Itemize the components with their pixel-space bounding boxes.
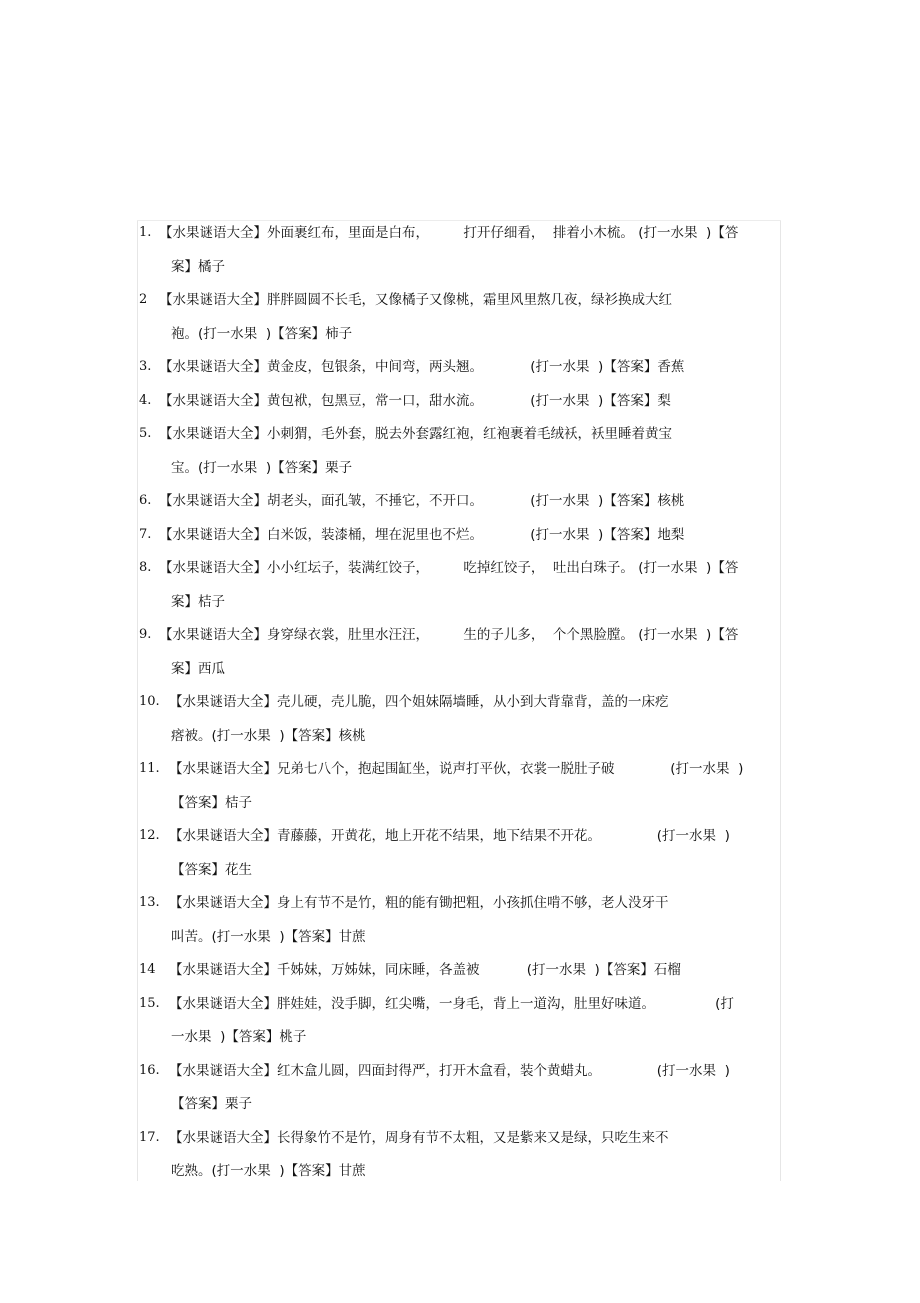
item-number: 14 — [139, 962, 156, 977]
riddle-text-line: 叫苦。(打一水果 )【答案】甘蔗 — [171, 928, 366, 945]
riddle-text-line: 【答案】桔子 — [171, 794, 252, 811]
riddle-text-line: 【水果谜语大全】长得象竹不是竹，周身有节不太粗，又是紫来又是绿，只吃生来不 — [169, 1129, 669, 1146]
riddle-text-line: 袍。(打一水果 )【答案】柿子 — [171, 325, 353, 342]
riddle-item-9 — [139, 621, 749, 688]
riddle-item-16 — [139, 1057, 749, 1124]
riddle-item-4 — [139, 387, 749, 421]
page-frame-left-border — [137, 221, 138, 1181]
riddle-list — [139, 219, 749, 1191]
riddle-text-line: 【水果谜语大全】小刺猬，毛外套，脱去外套露红袍，红袍裹着毛绒袄，袄里睡着黄宝 — [159, 426, 672, 442]
item-number: 2 — [139, 292, 148, 307]
item-number: 5. — [139, 426, 152, 441]
riddle-text-line: 【水果谜语大全】黄包袱，包黑豆，常一口，甜水流。 (打一水果 )【答案】梨 — [159, 392, 671, 409]
item-number: 6. — [139, 493, 152, 508]
riddle-text-line: 【水果谜语大全】黄金皮，包银条，中间弯，两头翘。 (打一水果 )【答案】香蕉 — [159, 359, 685, 375]
riddle-text-line: 宝。(打一水果 )【答案】栗子 — [171, 459, 353, 476]
item-number: 16. — [139, 1062, 160, 1078]
item-number: 15. — [139, 995, 160, 1011]
riddle-item-2 — [139, 286, 749, 353]
riddle-item-1 — [139, 219, 749, 286]
riddle-text-line: 【水果谜语大全】壳儿硬，壳儿脆，四个姐妹隔墙睡，从小到大背靠背，盖的一床疙 — [169, 694, 669, 710]
item-number: 1. — [139, 225, 152, 240]
riddle-text-line: 瘩被。(打一水果 )【答案】核桃 — [171, 727, 366, 744]
riddle-item-11 — [139, 755, 749, 822]
riddle-text-line: 【水果谜语大全】兄弟七八个，抱起围缸坐，说声打平伙，衣裳一脱肚子破 (打一水果 ) — [169, 761, 744, 777]
riddle-item-13 — [139, 889, 749, 956]
riddle-text-line: 【水果谜语大全】白米饭，装漆桶，埋在泥里也不烂。 (打一水果 )【答案】地梨 — [159, 526, 685, 543]
riddle-text-line: 【水果谜语大全】胡老头，面孔皱，不捶它，不开口。 (打一水果 )【答案】核桃 — [159, 493, 685, 509]
riddle-item-15 — [139, 990, 749, 1057]
item-number: 8. — [139, 560, 152, 575]
riddle-item-14 — [139, 956, 749, 990]
riddle-text-line: 【水果谜语大全】外面裹红布，里面是白布， 打开仔细看， 排着小木梳。 (打一水果 )【答 — [159, 225, 739, 241]
riddle-text-line: 案】橘子 — [171, 258, 225, 275]
riddle-text-line: 【水果谜语大全】身穿绿衣裳，肚里水汪汪， 生的子儿多， 个个黑脸膛。 (打一水果 )【答 — [159, 627, 739, 643]
riddle-item-7 — [139, 521, 749, 555]
riddle-item-10 — [139, 688, 749, 755]
item-number: 4. — [139, 392, 152, 408]
page-frame-right-border — [780, 221, 781, 1181]
riddle-text-line: 案】桔子 — [171, 593, 225, 610]
riddle-text-line: 【水果谜语大全】胖胖圆圆不长毛，又像橘子又像桃，霜里风里熬几夜，绿衫换成大红 — [159, 292, 672, 308]
riddle-item-8 — [139, 554, 749, 621]
item-number: 12. — [139, 828, 160, 843]
riddle-text-line: 【水果谜语大全】身上有节不是竹，粗的能有锄把粗，小孩抓住啃不够，老人没牙干 — [169, 895, 669, 911]
riddle-item-5 — [139, 420, 749, 487]
riddle-text-line: 【答案】花生 — [171, 861, 252, 878]
item-number: 3. — [139, 359, 152, 374]
item-number: 7. — [139, 526, 152, 542]
riddle-text-line: 案】西瓜 — [171, 660, 225, 677]
item-number: 9. — [139, 627, 152, 642]
riddle-item-6 — [139, 487, 749, 521]
riddle-text-line: 【水果谜语大全】青藤藤，开黄花，地上开花不结果，地下结果不开花。 (打一水果 ) — [169, 828, 730, 844]
riddle-text-line: 【水果谜语大全】胖娃娃，没手脚，红尖嘴，一身毛，背上一道沟，肚里好味道。 (打 — [169, 995, 734, 1012]
riddle-text-line: 【水果谜语大全】千姊妹，万姊妹，同床睡，各盖被 (打一水果 )【答案】石榴 — [169, 962, 681, 978]
item-number: 11. — [139, 761, 160, 776]
riddle-text-line: 一水果 )【答案】桃子 — [171, 1029, 307, 1045]
riddle-item-3 — [139, 353, 749, 387]
riddle-text-line: 吃熟。(打一水果 )【答案】甘蔗 — [171, 1163, 366, 1179]
riddle-text-line: 【答案】栗子 — [171, 1096, 252, 1112]
item-number: 13. — [139, 895, 160, 910]
item-number: 17. — [139, 1129, 160, 1145]
riddle-item-12 — [139, 822, 749, 889]
riddle-item-17 — [139, 1124, 749, 1191]
item-number: 10. — [139, 694, 160, 709]
riddle-text-line: 【水果谜语大全】小小红坛子，装满红饺子， 吃掉红饺子， 吐出白珠子。 (打一水果 )【答 — [159, 560, 739, 576]
riddle-text-line: 【水果谜语大全】红木盒儿圆，四面封得严，打开木盒看，装个黄蜡丸。 (打一水果 ) — [169, 1062, 730, 1079]
